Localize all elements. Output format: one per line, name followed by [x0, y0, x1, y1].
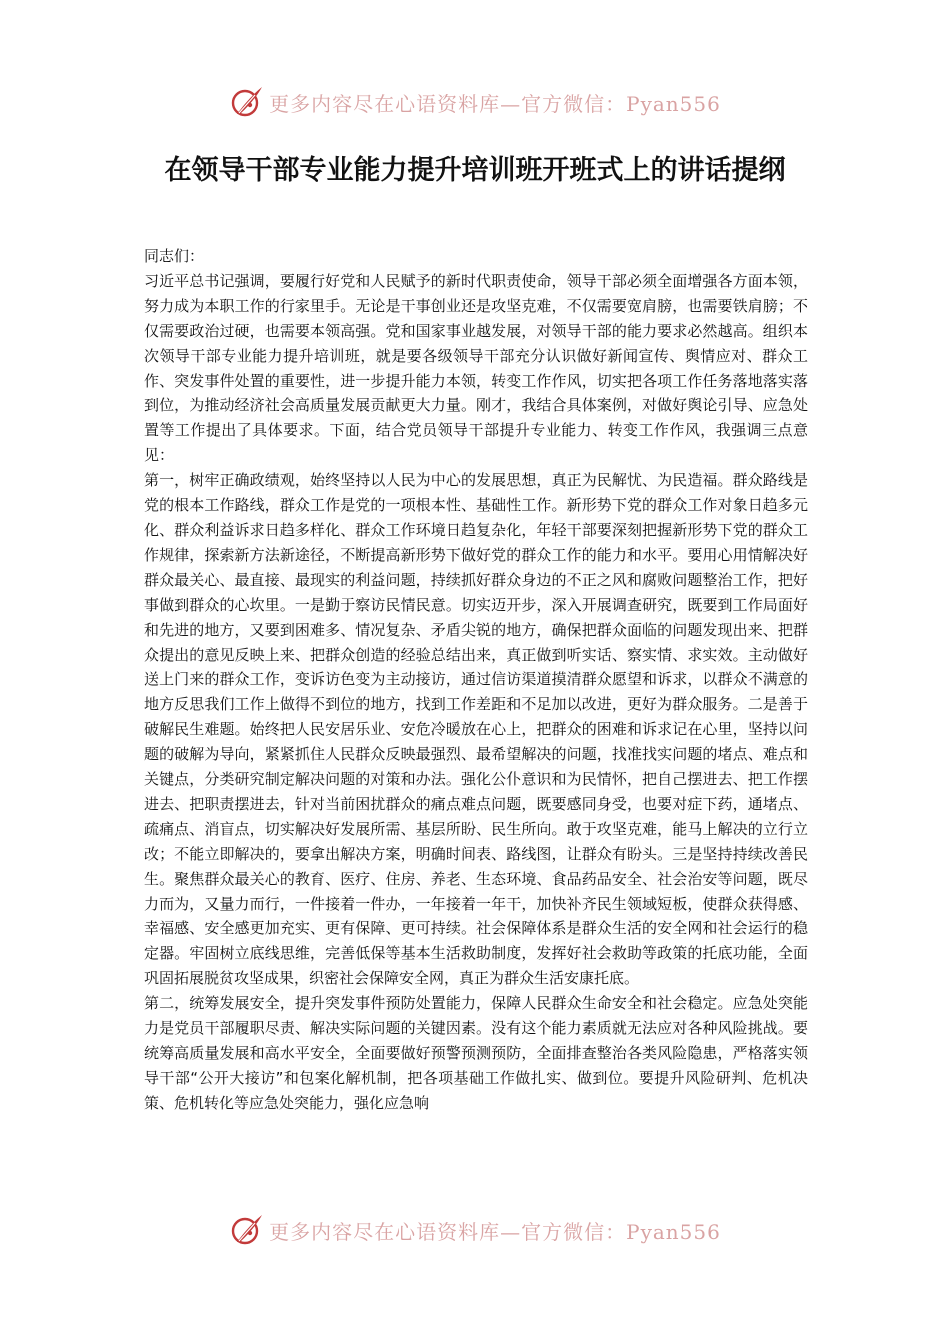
salutation: 同志们： — [144, 247, 205, 265]
document-body — [144, 244, 808, 1116]
paragraph-first-point: 第一，树牢正确政绩观，始终坚持以人民为中心的发展思想，真正为民解忧、为民造福。群众路线是党的根本工作路线，群众工作是党的一项根本性、基础性工作。新形势下党的群众工作对象日趋多元化、群众利益诉求日趋多样化、群众工作环境日趋复杂化，年轻干部要深刻把握新形势下党的群众工作规律，探索新方法新途径，不断提高新形势下做好党的群众工作的能力和水平。要用心用情解决好群众最关心、最直接、最现实的利益问题，持续抓好群众身边的不正之风和腐败问题整治工作，把好事做到群众的心坎里。一是勤于察访民情民意。切实迈开步，深入开展调查研究，既要到工作局面好和先进的地方，又要到困难多、情况复杂、矛盾尖锐的地方，确保把群众面临的问题发现出来、把群众提出的意见反映上来、把群众创造的经验总结出来，真正做到听实话、察实情、求实效。主动做好送上门来的群众工作，变诉访色变为主动接访，通过信访渠道摸清群众愿望和诉求，以群众不满意的地方反思我们工作上做得不到位的地方，找到工作差距和不足加以改进，更好为群众服务。二是善于破解民生难题。始终把人民安居乐业、安危冷暖放在心上，把群众的困难和诉求记在心里，坚持以问题的破解为导向，紧紧抓住人民群众反映最强烈、最希望解决的问题，找准找实问题的堵点、难点和关键点，分类研究制定解决问题的对策和办法。强化公仆意识和为民情怀，把自己摆进去、把工作摆进去、把职责摆进去，针对当前困扰群众的痛点难点问题，既要感同身受，也要对症下药，通堵点、疏痛点、消盲点，切实解决好发展所需、基层所盼、民生所向。敢于攻坚克难，能马上解决的立行立改；不能立即解决的，要拿出解决方案，明确时间表、路线图，让群众有盼头。三是坚持持续改善民生。聚焦群众最关心的教育、医疗、住房、养老、生态环境、食品药品安全、社会治安等问题，既尽力而为，又量力而行，一件接着一件办，一年接着一年干，加快补齐民生领域短板，使群众获得感、幸福感、安全感更加充实、更有保障、更可持续。社会保障体系是群众生活的安全网和社会运行的稳定器。牢固树立底线思维，完善低保等基本生活救助制度，发挥好社会救助等政策的托底功能，全面巩固拓展脱贫攻坚成果，织密社会保障安全网，真正为群众生活安康托底。 — [144, 471, 808, 988]
quill-pen-logo-icon — [229, 84, 265, 120]
page-title: 在领导干部专业能力提升培训班开班式上的讲话提纲 — [164, 155, 786, 186]
quill-pen-logo-icon — [229, 1212, 265, 1248]
paragraph-second-point: 第二，统筹发展安全，提升突发事件预防处置能力，保障人民群众生命安全和社会稳定。应急处突能力是党员干部履职尽责、解决实际问题的关键因素。没有这个能力素质就无法应对各种风险挑战。要统筹高质量发展和高水平安全，全面要做好预警预测预防，全面排查整治各类风险隐患，严格落实领导干部“公开大接访”和包案化解机制，把各项基础工作做扎实、做到位。要提升风险研判、危机决策、危机转化等应急处突能力，强化应急响 — [144, 994, 808, 1112]
watermark-text: 更多内容尽在心语资料库—官方微信：Pyan556 — [269, 91, 721, 116]
watermark-text: 更多内容尽在心语资料库—官方微信：Pyan556 — [269, 1219, 721, 1244]
footer-watermark-banner — [0, 1208, 950, 1252]
paragraph-intro: 习近平总书记强调，要履行好党和人民赋予的新时代职责使命，领导干部必须全面增强各方面本领，努力成为本职工作的行家里手。无论是干事创业还是攻坚克难，不仅需要宽肩膀，也需要铁肩膀；不仅需要政治过硬，也需要本领高强。党和国家事业越发展，对领导干部的能力要求必然越高。组织本次领导干部专业能力提升培训班，就是要各级领导干部充分认识做好新闻宣传、舆情应对、群众工作、突发事件处置的重要性，进一步提升能力本领，转变工作作风，切实把各项工作任务落地落实落到位，为推动经济社会高质量发展贡献更大力量。刚才，我结合具体案例，对做好舆论引导、应急处置等工作提出了具体要求。下面，结合党员领导干部提升专业能力、转变工作作风，我强调三点意见： — [144, 271, 808, 465]
header-watermark-banner — [0, 80, 950, 124]
